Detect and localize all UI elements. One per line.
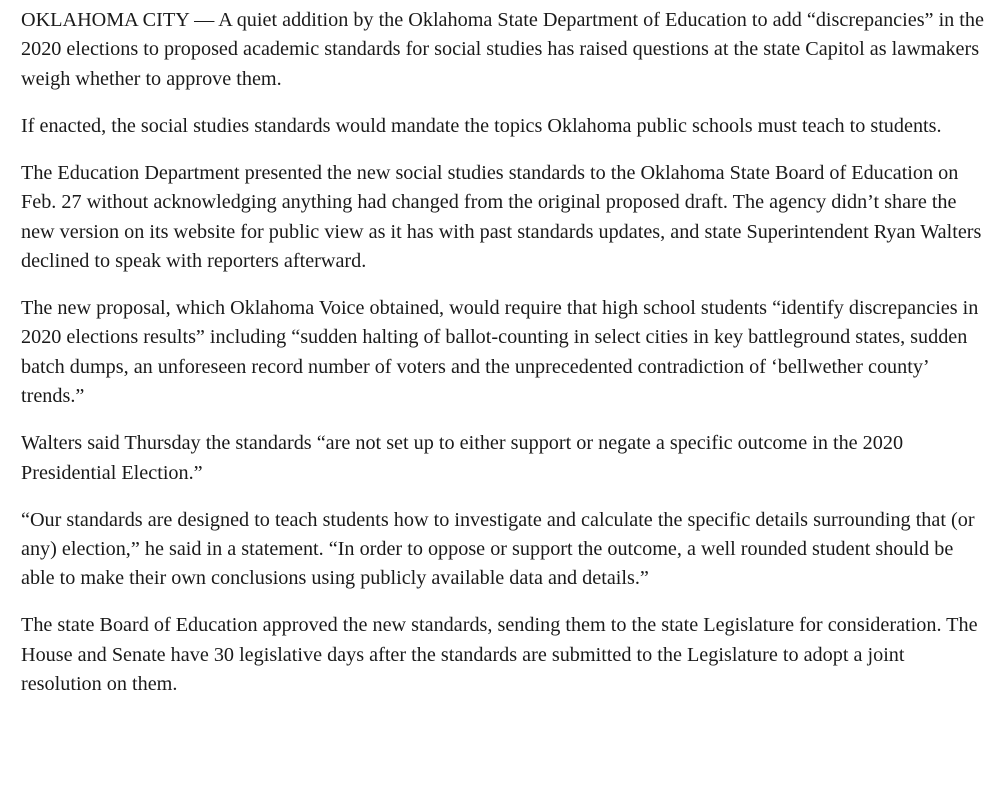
article-paragraph: “Our standards are designed to teach students how to investigate and calculate the specific details surrounding that (or any) election,” he said in a statement. “In order to oppose or support the outcome, a well rounded student should be able to make their own conclusions using publicly available data and details.” — [21, 508, 975, 590]
article-paragraph: The new proposal, which Oklahoma Voice obtained, would require that high school students “identify discrepancies in 2020 elections results” including “sudden halting of ballot-counting in select cities in key battleground states, sudden batch dumps, an unforeseen record number of voters and the unprecedented contradiction of ‘bellwether county’ trends.” — [21, 297, 979, 408]
article-paragraph: The Education Department presented the new social studies standards to the Oklahoma State Board of Education on Feb. 27 without acknowledging anything had changed from the original proposed draft. The agency didn’t share the new version on its website for public view as it has with past standards updates, and state Superintendent Ryan Walters declined to speak with reporters afterward. — [21, 161, 982, 273]
article-paragraph: The state Board of Education approved the new standards, sending them to the state Legislature for consideration. The House and Senate have 30 legislative days after the standards are submitted to the Legislature to adopt a joint resolution on them. — [21, 614, 978, 696]
article-paragraph: Walters said Thursday the standards “are not set up to either support or negate a specific outcome in the 2020 Presidential Election.” — [21, 432, 904, 484]
article-paragraph: OKLAHOMA CITY — A quiet addition by the Oklahoma State Department of Education to add “discrepancies” in the 2020 elections to proposed academic standards for social studies has raised questions at the state Capitol as lawmakers weigh whether to approve them. — [21, 9, 984, 90]
article-paragraph: If enacted, the social studies standards would mandate the topics Oklahoma public schools must teach to students. — [21, 114, 942, 137]
